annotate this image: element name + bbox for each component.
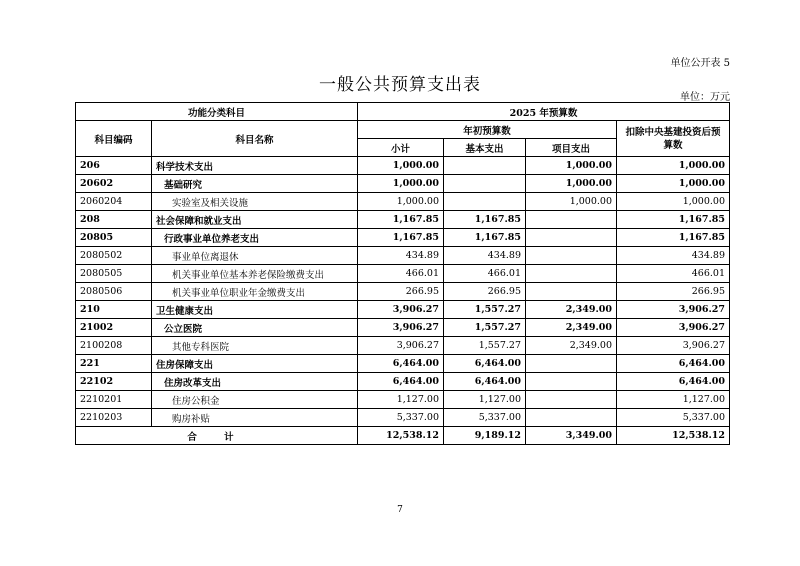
row-project	[526, 229, 617, 247]
row-code: 210	[76, 301, 152, 319]
row-subtotal: 1,000.00	[358, 175, 444, 193]
row-excluding: 1,000.00	[617, 193, 730, 211]
row-basic: 1,557.27	[444, 319, 526, 337]
row-name: 卫生健康支出	[152, 301, 358, 319]
table-row	[76, 319, 730, 337]
budget-table	[75, 102, 730, 445]
row-project: 1,000.00	[526, 175, 617, 193]
row-project	[526, 283, 617, 301]
row-project: 1,000.00	[526, 157, 617, 175]
row-subtotal: 266.95	[358, 283, 444, 301]
row-subtotal: 466.01	[358, 265, 444, 283]
row-code: 22102	[76, 373, 152, 391]
row-basic	[444, 157, 526, 175]
row-subtotal: 5,337.00	[358, 409, 444, 427]
header-initial-budget: 年初预算数	[358, 121, 617, 139]
row-subtotal: 1,127.00	[358, 391, 444, 409]
table-row	[76, 391, 730, 409]
row-subtotal: 3,906.27	[358, 337, 444, 355]
page-title: 一般公共预算支出表	[319, 75, 481, 95]
row-excluding: 466.01	[617, 265, 730, 283]
row-basic: 1,127.00	[444, 391, 526, 409]
total-project: 3,349.00	[526, 427, 617, 445]
row-basic: 6,464.00	[444, 355, 526, 373]
row-name: 购房补贴	[152, 409, 358, 427]
row-excluding: 1,000.00	[617, 175, 730, 193]
row-subtotal: 3,906.27	[358, 301, 444, 319]
table-row	[76, 211, 730, 229]
total-excluding: 12,538.12	[617, 427, 730, 445]
row-excluding: 3,906.27	[617, 301, 730, 319]
row-name: 住房改革支出	[152, 373, 358, 391]
row-basic: 434.89	[444, 247, 526, 265]
row-subtotal: 6,464.00	[358, 355, 444, 373]
row-subtotal: 1,000.00	[358, 157, 444, 175]
row-basic: 1,557.27	[444, 301, 526, 319]
row-code: 2210201	[76, 391, 152, 409]
row-project: 2,349.00	[526, 319, 617, 337]
row-project: 2,349.00	[526, 337, 617, 355]
row-name: 基础研究	[152, 175, 358, 193]
row-code: 2080505	[76, 265, 152, 283]
row-code: 20602	[76, 175, 152, 193]
row-basic: 1,557.27	[444, 337, 526, 355]
table-row	[76, 193, 730, 211]
row-project: 2,349.00	[526, 301, 617, 319]
total-subtotal: 12,538.12	[358, 427, 444, 445]
row-excluding: 1,167.85	[617, 229, 730, 247]
row-excluding: 266.95	[617, 283, 730, 301]
table-row	[76, 157, 730, 175]
row-subtotal: 1,000.00	[358, 193, 444, 211]
row-excluding: 1,000.00	[617, 157, 730, 175]
row-name: 住房公积金	[152, 391, 358, 409]
table-row	[76, 409, 730, 427]
row-excluding: 3,906.27	[617, 319, 730, 337]
row-project	[526, 211, 617, 229]
row-project	[526, 391, 617, 409]
row-basic: 466.01	[444, 265, 526, 283]
row-project: 1,000.00	[526, 193, 617, 211]
row-code: 206	[76, 157, 152, 175]
row-basic: 1,167.85	[444, 211, 526, 229]
row-code: 2080502	[76, 247, 152, 265]
row-name: 行政事业单位养老支出	[152, 229, 358, 247]
row-subtotal: 434.89	[358, 247, 444, 265]
table-row	[76, 301, 730, 319]
row-subtotal: 6,464.00	[358, 373, 444, 391]
header-excluding: 扣除中央基建投资后预算数	[617, 121, 730, 157]
table-body	[76, 157, 730, 427]
total-basic: 9,189.12	[444, 427, 526, 445]
row-excluding: 5,337.00	[617, 409, 730, 427]
row-project	[526, 265, 617, 283]
row-subtotal: 3,906.27	[358, 319, 444, 337]
table-row	[76, 229, 730, 247]
row-project	[526, 373, 617, 391]
row-name: 事业单位离退休	[152, 247, 358, 265]
header-functional-class: 功能分类科目	[76, 103, 358, 121]
table-row	[76, 175, 730, 193]
page-number: 7	[397, 505, 403, 515]
header-budget-year: 2025 年预算数	[358, 103, 730, 121]
row-name: 其他专科医院	[152, 337, 358, 355]
table-row	[76, 247, 730, 265]
total-row	[76, 427, 730, 445]
row-basic	[444, 193, 526, 211]
table-row	[76, 283, 730, 301]
row-subtotal: 1,167.85	[358, 211, 444, 229]
row-basic: 266.95	[444, 283, 526, 301]
row-excluding: 6,464.00	[617, 373, 730, 391]
row-code: 2100208	[76, 337, 152, 355]
row-name: 公立医院	[152, 319, 358, 337]
table-row	[76, 337, 730, 355]
row-excluding: 3,906.27	[617, 337, 730, 355]
row-name: 住房保障支出	[152, 355, 358, 373]
unit-label: 单位：万元	[680, 92, 730, 103]
row-excluding: 6,464.00	[617, 355, 730, 373]
row-excluding: 1,167.85	[617, 211, 730, 229]
row-basic: 1,167.85	[444, 229, 526, 247]
header-basic: 基本支出	[444, 139, 526, 157]
row-name: 机关事业单位基本养老保险缴费支出	[152, 265, 358, 283]
row-subtotal: 1,167.85	[358, 229, 444, 247]
row-code: 20805	[76, 229, 152, 247]
row-name: 社会保障和就业支出	[152, 211, 358, 229]
header-code: 科目编码	[76, 121, 152, 157]
row-basic	[444, 175, 526, 193]
row-code: 2060204	[76, 193, 152, 211]
row-basic: 6,464.00	[444, 373, 526, 391]
row-code: 221	[76, 355, 152, 373]
row-excluding: 1,127.00	[617, 391, 730, 409]
table-row	[76, 265, 730, 283]
row-code: 21002	[76, 319, 152, 337]
table-row	[76, 355, 730, 373]
total-label: 合 计	[76, 427, 358, 445]
row-name: 实验室及相关设施	[152, 193, 358, 211]
row-excluding: 434.89	[617, 247, 730, 265]
header-subtotal: 小计	[358, 139, 444, 157]
row-name: 机关事业单位职业年金缴费支出	[152, 283, 358, 301]
table-number: 单位公开表 5	[670, 58, 730, 69]
header-name: 科目名称	[152, 121, 358, 157]
header-project: 项目支出	[526, 139, 617, 157]
row-code: 2210203	[76, 409, 152, 427]
row-code: 2080506	[76, 283, 152, 301]
table-row	[76, 373, 730, 391]
row-basic: 5,337.00	[444, 409, 526, 427]
row-code: 208	[76, 211, 152, 229]
row-name: 科学技术支出	[152, 157, 358, 175]
row-project	[526, 355, 617, 373]
row-project	[526, 409, 617, 427]
row-project	[526, 247, 617, 265]
